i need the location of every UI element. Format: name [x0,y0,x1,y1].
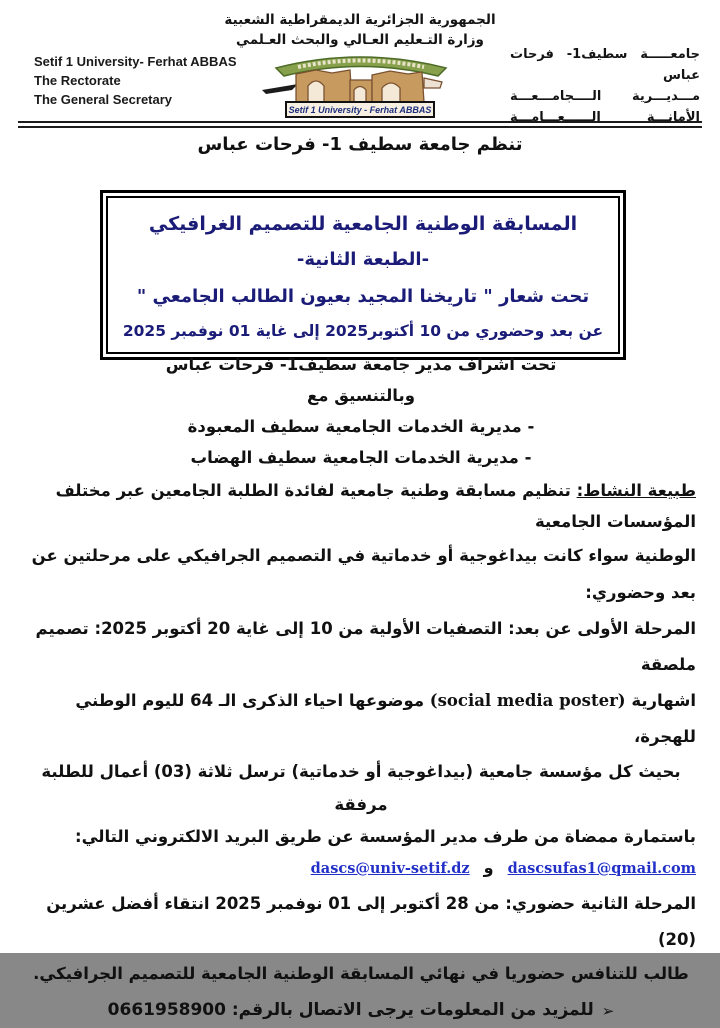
email-link-gmail[interactable]: dascsufas1@qmail.com [507,860,696,877]
contact-line [26,993,696,1027]
phase2-line1: المرحلة الثانية حضوري: من 28 أكتوبر إلى 01 نوفمبر 2025 انتقاء أفضل عشرين (20) [46,894,696,949]
document-body [26,349,696,1027]
phase1-latin-text: (social media poster) [429,691,626,710]
header-arabic-block [510,44,700,128]
roman-ruins-shape [296,70,442,102]
phase1-line1: المرحلة الأولى عن بعد: التصفيات الأولية من 10 إلى غاية 20 أكتوبر 2025: تصميم ملصقة [35,619,696,674]
general-secretary-label: The General Secretary [34,92,173,107]
university-logo [258,44,462,120]
logo-banner-text: Setif 1 University - Ferhat ABBAS [288,105,432,115]
rectorate-label: The Rectorate [34,73,121,88]
activity-nature-line [26,475,696,537]
page-title: تنظم جامعة سطيف 1- فرحات عباس [197,134,523,155]
supervision-line: تحت اشراف مدير جامعة سطيف1- فرحات عباس [165,355,557,374]
arrow-bullet-icon: ➢ [601,1002,615,1020]
announcement-box [100,190,626,360]
phase1-line2 [26,683,696,755]
announcement-box-inner [106,196,620,354]
email-link-univ[interactable]: dascs@univ-setif.dz [310,860,470,877]
competition-title: المسابقة الوطنية الجامعية للتصميم الغرافيكي [148,213,578,235]
ministry-line: وزارة التـعليم العـالي والبحث العـلمي [236,32,484,48]
competition-slogan: تحت شعار " تاريخنا المجيد بعيون الطالب الجامعي " [136,286,590,307]
partner-item: - مديرية الخدمات الجامعية سطيف الهضاب [190,448,532,467]
activity-nature-text: تنظيم مسابقة وطنية جامعية لفائدة الطلبة الجامعين عبر مختلف المؤسسات الجامعية [55,481,696,531]
coordination-line: وبالتنسيق مع [307,386,415,405]
activity-nature-label: طبيعة النشاط: [576,481,696,500]
university-logo-icon [258,44,462,120]
header-divider [18,121,702,128]
general-secretariat-label-ar: الأمانـــة الــــــعـــامـــة [510,110,700,125]
phase1-line2-pre: اشهارية [625,691,696,710]
republic-line: الجمهورية الجزائرية الديمقراطية الشعبية [224,12,496,28]
phase1-line4: باستمارة ممضاة من طرف مدير المؤسسة عن طريق البريد الالكتروني التالي: [74,827,696,846]
email-separator: و [483,858,494,877]
phase1-line2-post: موضوعها احياء الذكرى الـ 64 لليوم الوطني للهجرة، [75,691,696,746]
competition-dates: عن بعد وحضوري من 10 أكتوبر2025 إلى غاية 01 نوفمبر 2025 [122,322,604,340]
header-english-block [34,52,237,109]
emails-line [26,853,696,884]
activity-scope-line: الوطنية سواء كانت بيداغوجية أو خدماتية في التصميم الجرافيكي على مرحلتين عن بعد وحضوري: [31,546,696,602]
partner-item: - مديرية الخدمات الجامعية سطيف المعبودة [187,417,535,436]
phase2-line2: طالب للتنافس حضوريا في نهائي المسابقة الوطنية الجامعية للتصميم الجرافيكي. [33,964,689,983]
university-name-en: Setif 1 University- Ferhat ABBAS [34,54,237,69]
phase1-line3: بحيث كل مؤسسة جامعية (بيداغوجية أو خدماتية) ترسل ثلاثة (03) أعمال للطلبة مرفقة [41,762,681,814]
quill-icon [262,84,298,94]
university-name-ar: جامعـــــة سطيف1- فرحات عباس [510,47,700,83]
competition-edition: -الطبعة الثانية- [296,249,430,270]
rectorate-label-ar: مـــديـــرية الــــجامـــعـــة [510,89,700,104]
contact-text: للمزيد من المعلومات يرجى الاتصال بالرقم: 0661958900 [107,1000,594,1020]
